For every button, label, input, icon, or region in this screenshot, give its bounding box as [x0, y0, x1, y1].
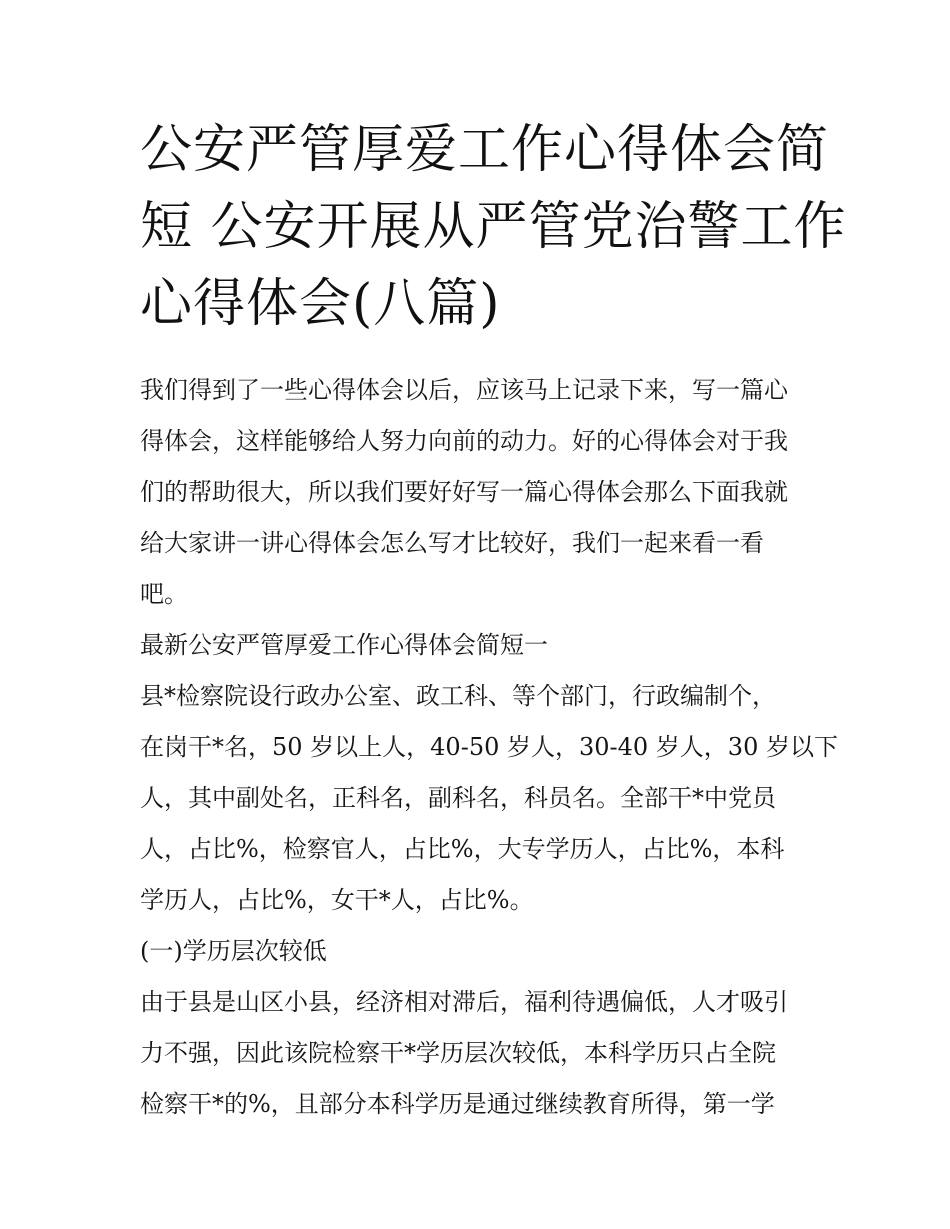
title-line: 短 公安开展从严管党治警工作 [140, 197, 847, 257]
document-content [140, 112, 847, 1130]
section-heading: 最新公安严管厚爱工作心得体会简短一 [140, 631, 548, 659]
text-line: 学历人，占比%，女干*人，占比%。 [140, 886, 534, 914]
subsection-heading: (一)学历层次较低 [140, 937, 327, 965]
text-line: 们的帮助很大，所以我们要好好写一篇心得体会那么下面我就 [140, 478, 788, 506]
document-body [140, 365, 838, 1130]
text-line: 人，占比%，检察官人，占比%，大专学历人，占比%，本科 [140, 835, 785, 863]
text-line: 在岗干*名，50 岁以上人，40-50 岁人，30-40 岁人，30 岁以下 [140, 733, 838, 761]
title-line: 公安严管厚爱工作心得体会简 [140, 120, 830, 180]
text-line: 吧。 [140, 580, 188, 608]
text-line: 县*检察院设行政办公室、政工科、等个部门，行政编制个， [140, 682, 776, 710]
text-line: 力不强，因此该院检察干*学历层次较低，本科学历只占全院 [140, 1039, 776, 1067]
text-line: 我们得到了一些心得体会以后，应该马上记录下来，写一篇心 [140, 376, 788, 404]
text-line: 由于县是山区小县，经济相对滞后，福利待遇偏低，人才吸引 [140, 988, 788, 1016]
text-line: 得体会，这样能够给人努力向前的动力。好的心得体会对于我 [140, 427, 788, 455]
title-line: 心得体会(八篇) [140, 274, 501, 334]
text-line: 人，其中副处名，正科名，副科名，科员名。全部干*中党员 [140, 784, 776, 812]
document-title [140, 112, 847, 343]
text-line: 检察干*的%，且部分本科学历是通过继续教育所得，第一学 [140, 1090, 775, 1118]
text-line: 给大家讲一讲心得体会怎么写才比较好，我们一起来看一看 [140, 529, 764, 557]
